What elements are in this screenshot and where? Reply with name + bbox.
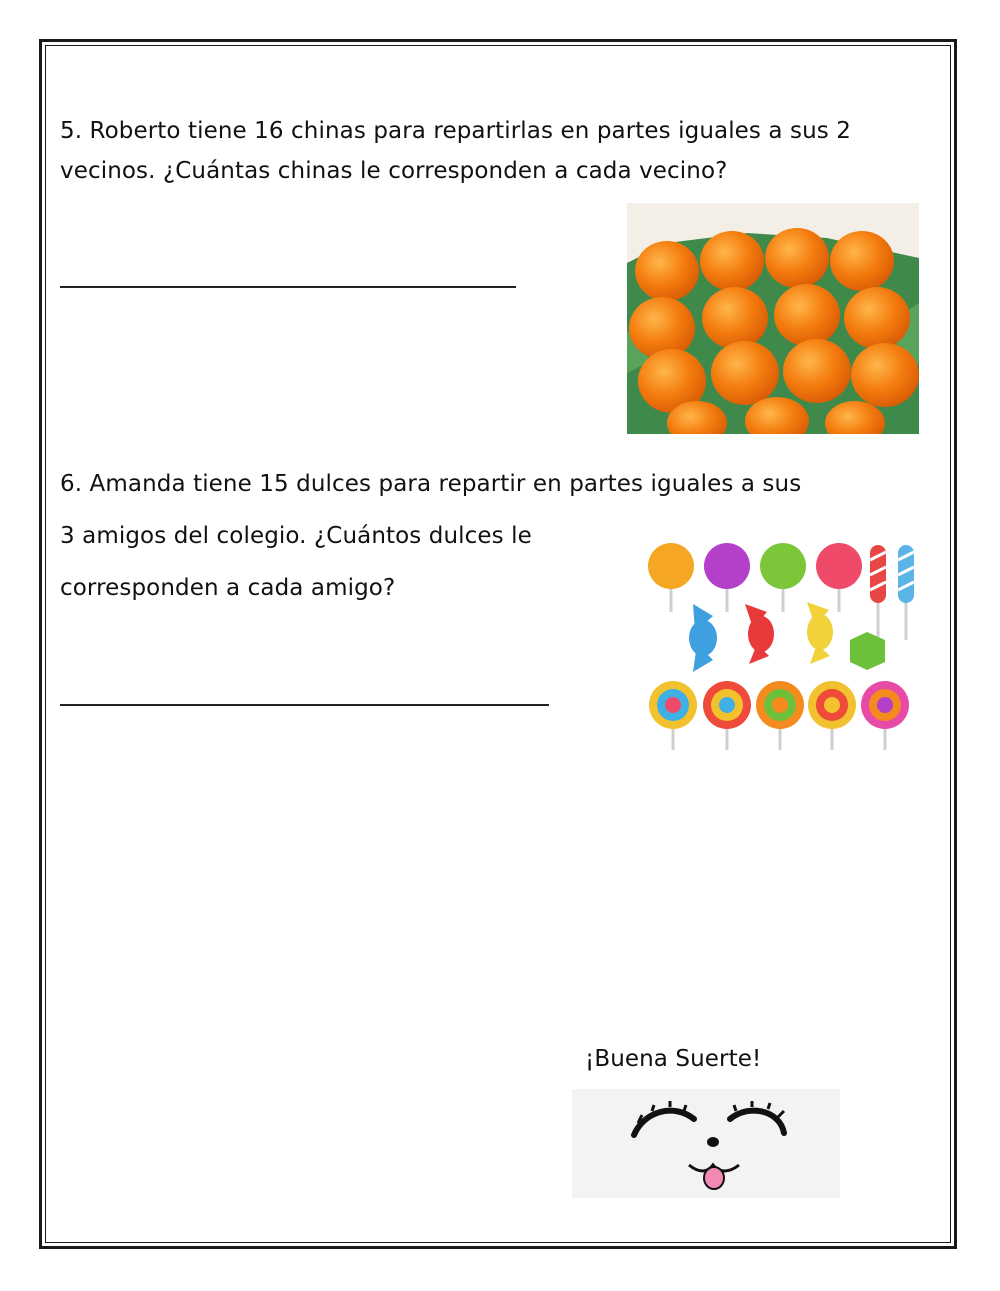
question-6-line-1: 6. Amanda tiene 15 dulces para repartir en partes iguales a sus [60,471,802,497]
candies-image [645,540,917,752]
answer-line-question-6[interactable] [60,704,549,706]
question-5-line-1: 5. Roberto tiene 16 chinas para repartirlas en partes iguales a sus 2 [60,118,852,144]
question-5-line-2: vecinos. ¿Cuántas chinas le corresponden a cada vecino? [60,158,728,184]
question-6-line-2: 3 amigos del colegio. ¿Cuántos dulces le [60,523,532,549]
oranges-image [627,203,919,434]
question-6-line-3: corresponden a cada amigo? [60,575,396,601]
good-luck-text: ¡Buena Suerte! [585,1046,762,1072]
smiling-face-image [572,1089,840,1198]
answer-line-question-5[interactable] [60,286,516,288]
